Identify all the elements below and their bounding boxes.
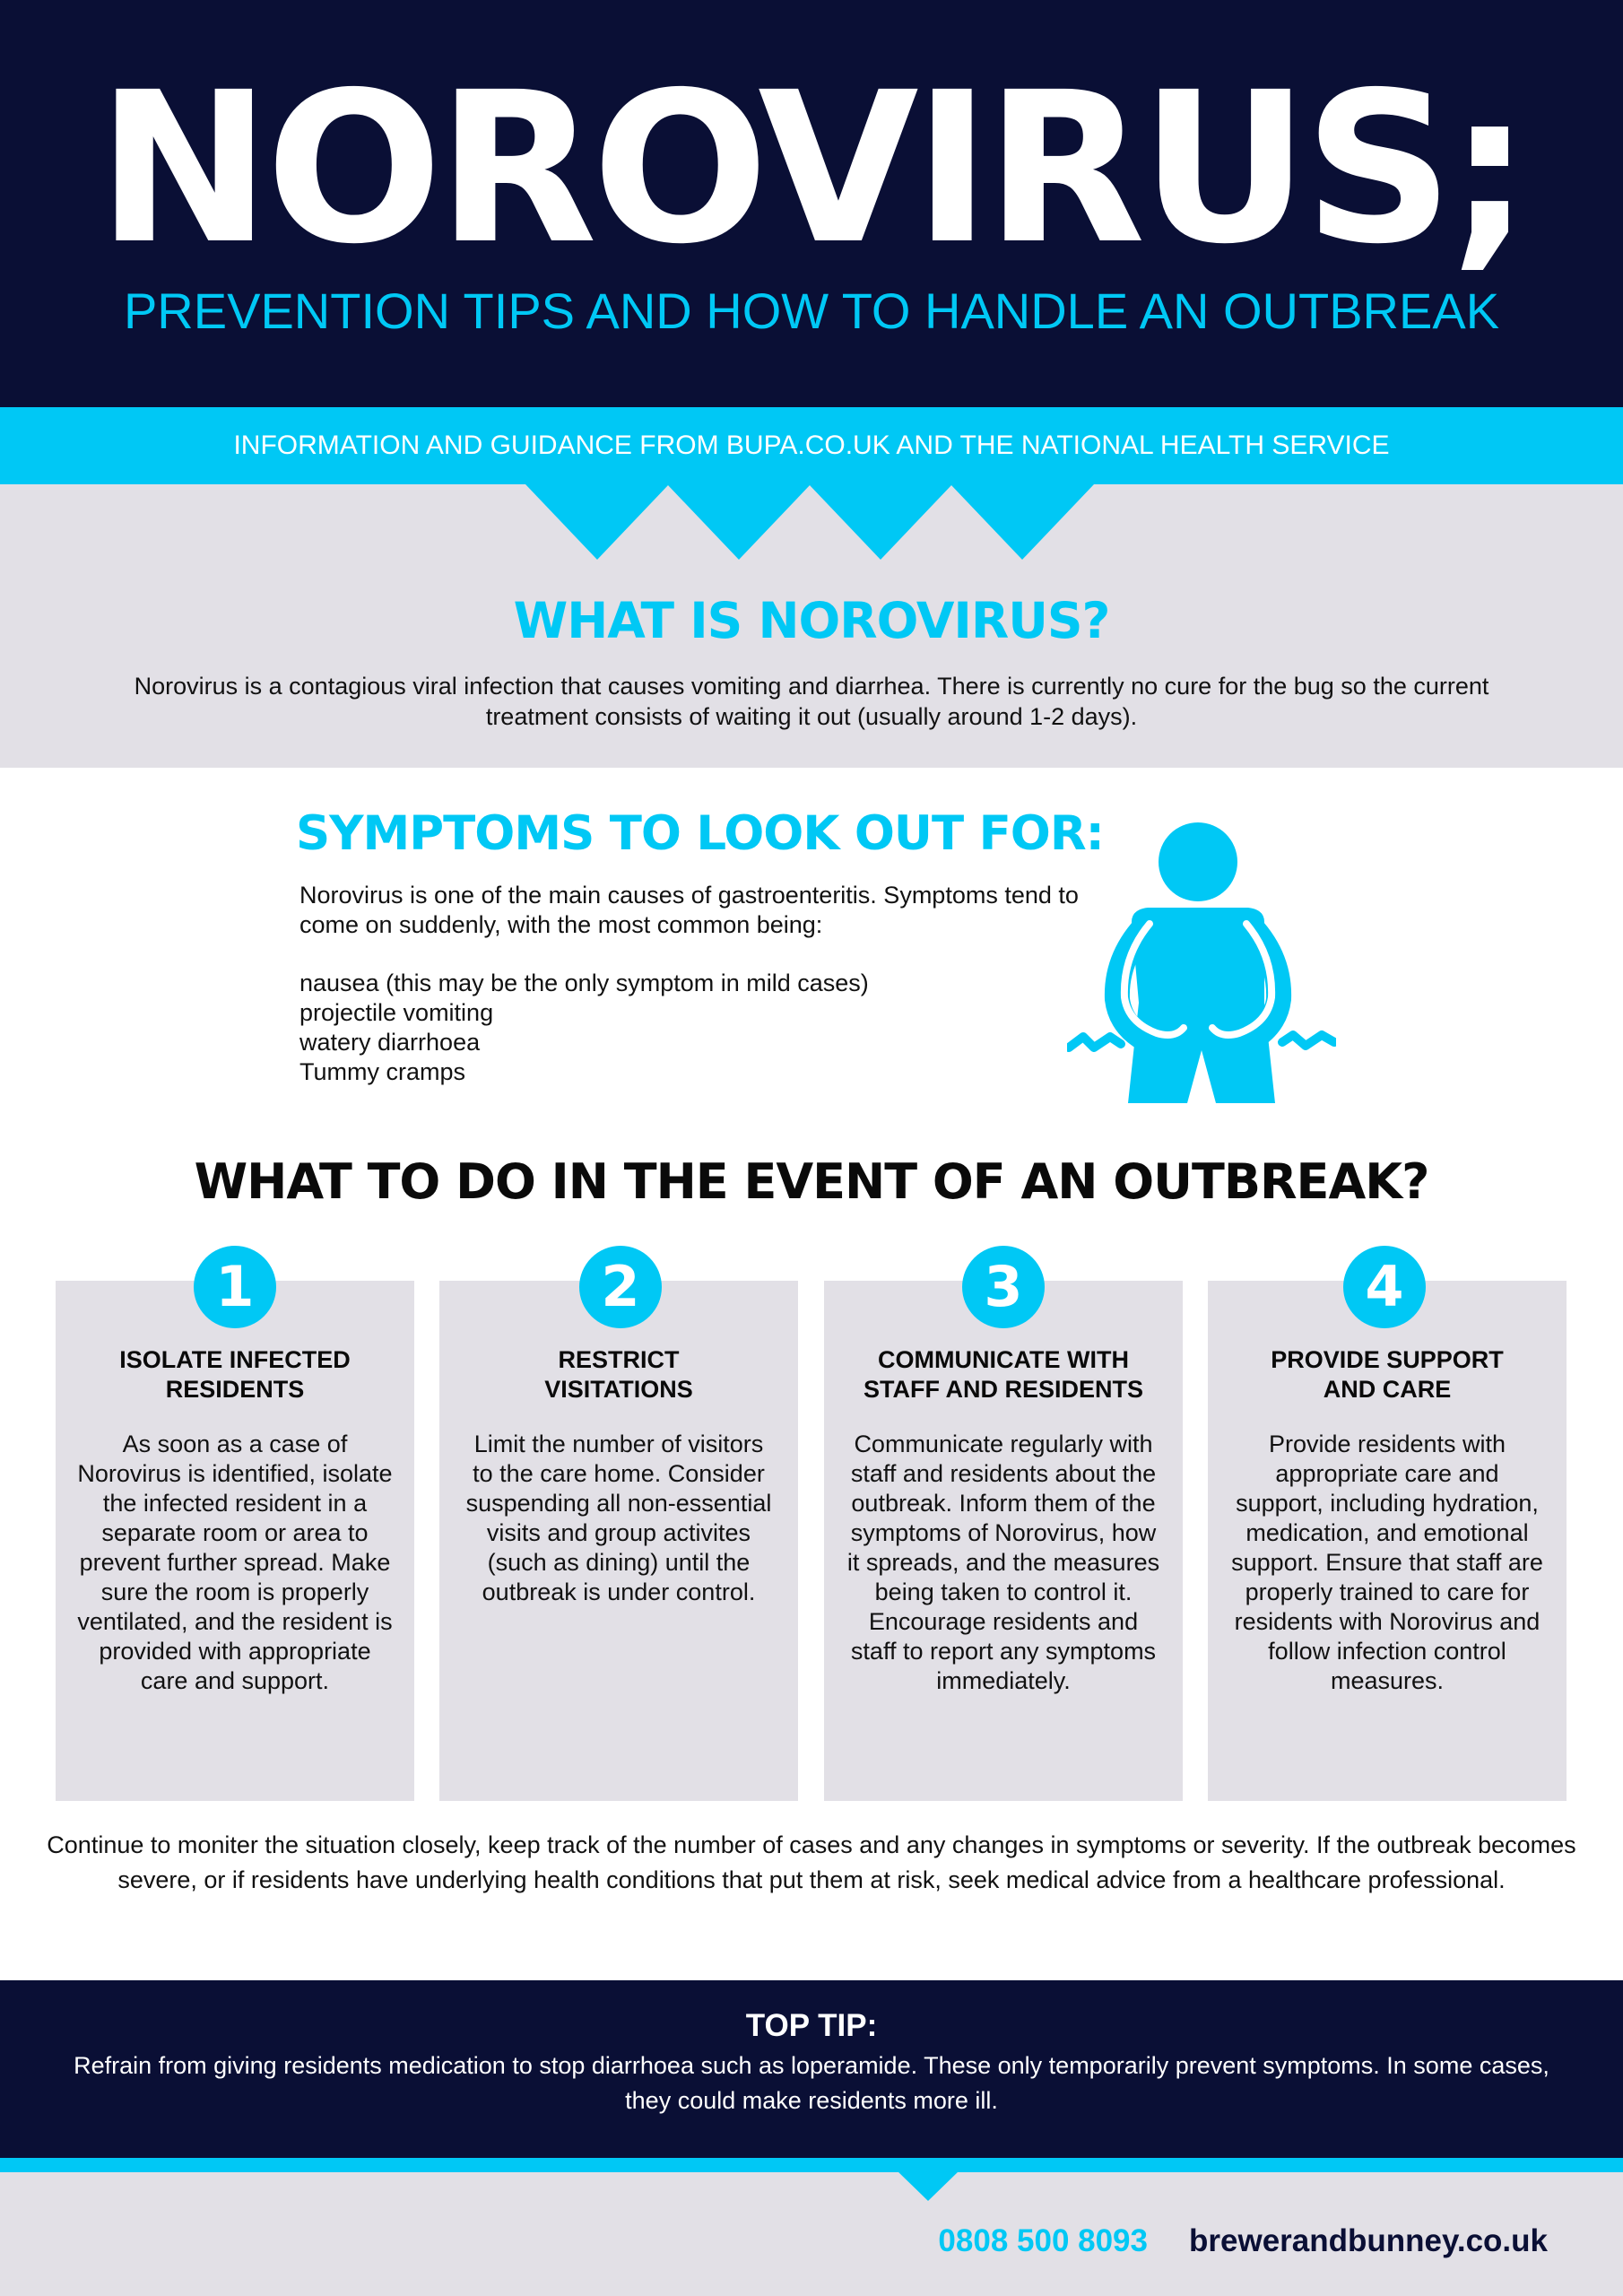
website-link[interactable]: brewerandbunney.co.uk <box>1189 2223 1548 2258</box>
symptoms-intro: Norovirus is one of the main causes of gastroenteritis. Symptoms tend to come on suddenly, with the most common being: <box>299 882 1079 938</box>
what-is-text: Norovirus is a contagious viral infection that causes vomiting and diarrhea. There is currently no cure for the bug so the current treatment consists of waiting it out (usually around 1-2 days). <box>134 673 1489 730</box>
step-text-1: As soon as a case of Norovirus is identified, isolate the infected resident in a separate room or area to prevent further spread. Make sure the room is properly ventilated, and the resident is provided with appropriate care and support. <box>77 1431 393 1694</box>
stomach-ache-person-icon <box>1067 822 1336 1103</box>
info-bar: INFORMATION AND GUIDANCE FROM BUPA.CO.UK AND THE NATIONAL HEALTH SERVICE <box>0 407 1623 484</box>
subtitle: PREVENTION TIPS AND HOW TO HANDLE AN OUTBREAK <box>123 283 1500 339</box>
step-title-1: ISOLATE INFECTED RESIDENTS <box>119 1346 351 1403</box>
list-item: nausea (this may be the only symptom in mild cases) <box>299 970 869 996</box>
symptoms-list <box>299 969 1107 1087</box>
step-title-2: RESTRICT VISITATIONS <box>544 1346 693 1403</box>
what-is-title: WHAT IS NOROVIRUS? <box>513 592 1110 649</box>
continue-text: Continue to moniter the situation closely, keep track of the number of cases and any changes in symptoms or severity. If the outbreak becomes severe, or if residents have underlying health conditions that put them at risk, seek medical advice from a healthcare professional. <box>47 1831 1576 1893</box>
chevron-divider-icon <box>525 484 1099 560</box>
list-item: watery diarrhoea <box>299 1029 481 1056</box>
list-item: Tummy cramps <box>299 1058 466 1085</box>
list-item: projectile vomiting <box>299 999 494 1026</box>
step-number-2: 2 <box>579 1246 662 1328</box>
top-tip-title: TOP TIP: <box>745 2008 878 2043</box>
step-number-3: 3 <box>962 1246 1045 1328</box>
outbreak-title: WHAT TO DO IN THE EVENT OF AN OUTBREAK? <box>194 1153 1429 1210</box>
step-number-1: 1 <box>194 1246 276 1328</box>
notch-arrow-icon <box>897 2170 959 2201</box>
step-text-4: Provide residents with appropriate care and support, including hydration, medication, and emotional support. Ensure that staff are properly trained to care for residents with Norovirus and follow infection control measures. <box>1231 1431 1543 1694</box>
top-tip-text: Refrain from giving residents medication to stop diarrhoea such as loperamide. These only temporarily prevent symptoms. In some cases, they could make residents more ill. <box>74 2052 1549 2114</box>
step-title-4: PROVIDE SUPPORT AND CARE <box>1271 1346 1504 1403</box>
footer-divider <box>0 2158 1623 2172</box>
step-text-3: Communicate regularly with staff and residents about the outbreak. Inform them of the symptoms of Norovirus, how it spreads, and the measures being taken to control it. Encourage residents and staff to report any symptoms immediately. <box>846 1431 1160 1694</box>
main-title: NOROVIRUS; <box>97 48 1526 290</box>
step-number-4: 4 <box>1343 1246 1426 1328</box>
phone-link[interactable]: 0808 500 8093 <box>938 2223 1148 2258</box>
symptoms-title: SYMPTOMS TO LOOK OUT FOR: <box>296 806 1104 861</box>
step-text-2: Limit the number of visitors to the care home. Consider suspending all non-essential visits and group activites (such as dining) until the outbreak is under control. <box>465 1431 772 1605</box>
step-title-3: COMMUNICATE WITH STAFF AND RESIDENTS <box>863 1346 1143 1403</box>
